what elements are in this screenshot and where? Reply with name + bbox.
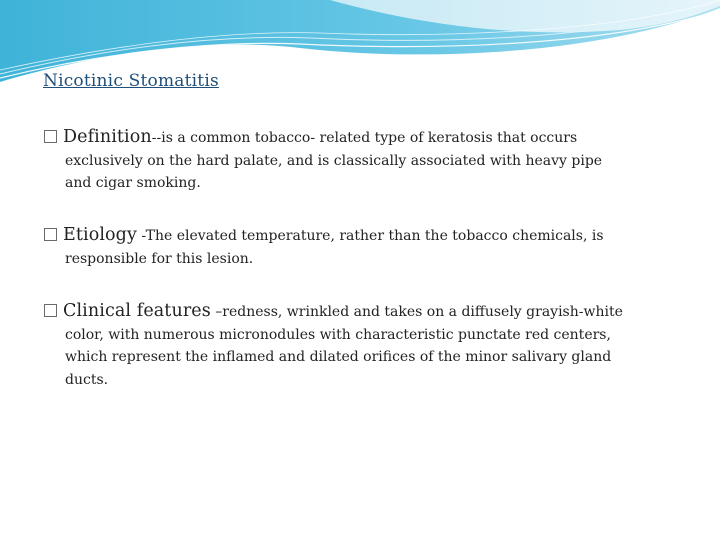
bullet-first-line	[44, 224, 684, 248]
bullet-continuation: ducts.	[65, 371, 109, 388]
bullet-continuation: exclusively on the hard palate, and is classically associated with heavy pipe	[65, 152, 603, 169]
bullet-first-line	[44, 126, 684, 150]
bullet-continuation: which represent the inflamed and dilated orifices of the minor salivary gland	[65, 349, 612, 365]
bullet-term: Etiology	[63, 225, 137, 245]
checkbox-bullet-icon	[44, 304, 57, 317]
checkbox-bullet-icon	[44, 228, 57, 241]
bullet-term: Clinical features	[63, 301, 211, 321]
bullet-text: –redness, wrinkled and takes on a diffusely grayish-white	[210, 304, 623, 320]
bullet-etiology	[44, 224, 684, 270]
checkbox-bullet-icon	[44, 130, 57, 143]
bullet-term: Definition	[63, 127, 152, 147]
bullet-definition	[44, 126, 684, 195]
bullet-clinical-features	[44, 300, 684, 391]
bullet-continuation: and cigar smoking.	[65, 175, 201, 191]
bullet-first-line	[44, 300, 684, 324]
bullet-text: -The elevated temperature, rather than the tobacco chemicals, is	[136, 228, 604, 244]
bullet-continuation: responsible for this lesion.	[65, 250, 254, 267]
bullet-continuation: color, with numerous micronodules with characteristic punctate red centers,	[65, 326, 611, 343]
bullet-text: --is a common tobacco- related type of keratosis that occurs	[151, 130, 578, 146]
slide-title: Nicotinic Stomatitis	[43, 71, 219, 91]
